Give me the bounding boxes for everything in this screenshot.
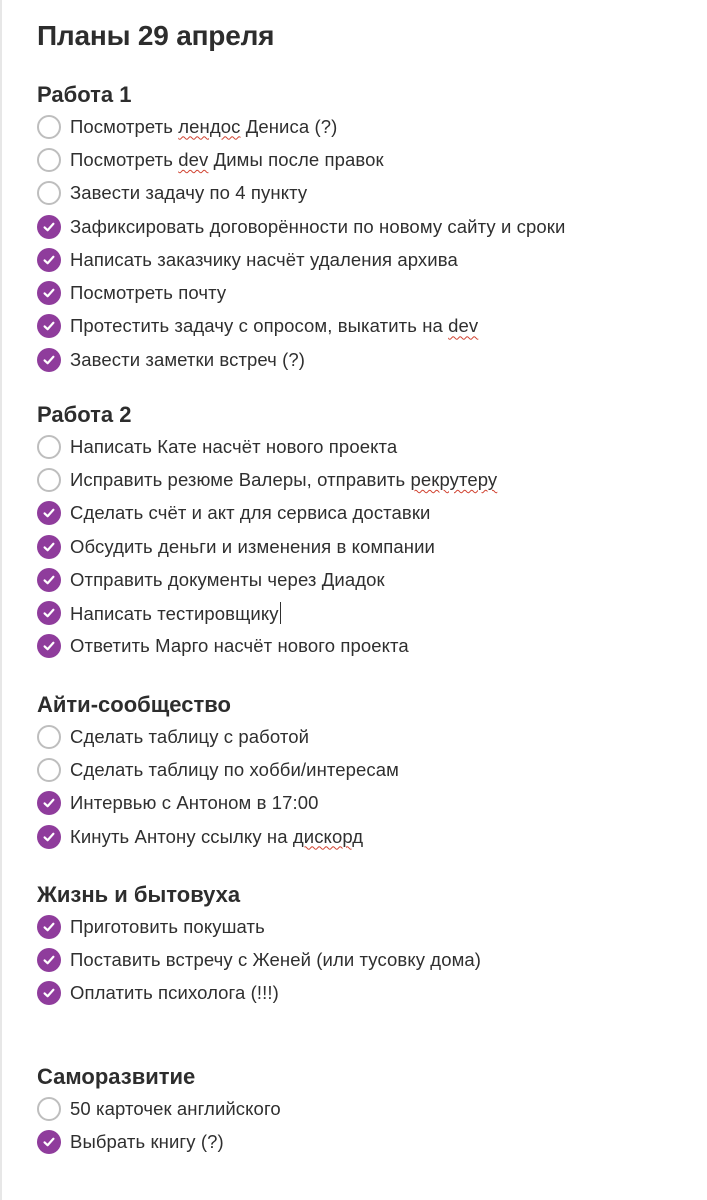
task-text: Поставить встречу с Женей (или тусовку дома) [70,948,482,970]
task-label[interactable] [70,116,337,138]
checkmark-icon[interactable] [37,348,61,372]
task-item [37,787,697,820]
task-text: Ответить Марго насчёт нового проекта [70,635,409,657]
task-item [37,210,697,243]
task-text: Сделать таблицу по хобби/интересам [70,758,399,780]
checkmark-icon[interactable] [37,281,61,305]
checkmark-icon[interactable] [37,215,61,239]
task-label[interactable] [70,182,307,204]
task-item [37,530,697,563]
task-label[interactable] [70,569,385,591]
task-list [37,1092,697,1159]
task-text: Интервью с Антоном в 17:00 [70,792,319,814]
task-text: Отправить документы через Диадок [70,568,385,590]
checkmark-icon[interactable] [37,791,61,815]
spellcheck-flagged-word: дискорд [292,825,364,847]
checkmark-icon[interactable] [37,1130,61,1154]
section-rabota-1 [37,80,697,376]
checkmark-icon[interactable] [37,314,61,338]
task-label[interactable] [70,826,363,848]
task-item [37,977,697,1010]
task-text: Написать тестировщику [70,602,279,624]
task-item [37,753,697,786]
task-text: Выбрать книгу (?) [70,1130,224,1152]
spellcheck-flagged-word: рекрутеру [410,468,498,490]
checkmark-icon[interactable] [37,568,61,592]
task-text: 50 карточек английского [70,1097,281,1119]
task-text: Кинуть Антону ссылку на [70,825,293,847]
checkmark-icon[interactable] [37,981,61,1005]
spellcheck-flagged-word: лендос [178,115,241,137]
editor-left-border [0,0,2,1200]
task-label[interactable] [70,635,409,657]
task-item [37,943,697,976]
task-label[interactable] [70,536,435,558]
task-item [37,430,697,463]
task-label[interactable] [70,1131,224,1153]
empty-circle-icon[interactable] [37,468,61,492]
task-item [37,1092,697,1125]
empty-circle-icon[interactable] [37,758,61,782]
task-item [37,630,697,663]
task-label[interactable] [70,315,478,337]
section-it-soobshchestvo [37,690,697,853]
checkmark-icon[interactable] [37,501,61,525]
task-item [37,310,697,343]
task-item [37,596,697,629]
task-label[interactable] [70,349,305,371]
task-text: Зафиксировать договорённости по новому сайту и сроки [70,215,566,237]
empty-circle-icon[interactable] [37,148,61,172]
checkmark-icon[interactable] [37,825,61,849]
task-text: Завести заметки встреч (?) [70,348,306,370]
task-label[interactable] [70,149,384,171]
task-label[interactable] [70,469,497,491]
task-label[interactable] [70,282,226,304]
task-label[interactable] [70,602,281,625]
page-title[interactable]: Планы 29 апреля [37,20,275,51]
section-title[interactable]: Работа 2 [37,402,132,427]
task-list [37,910,697,1010]
empty-circle-icon[interactable] [37,181,61,205]
task-text: Сделать счёт и акт для сервиса доставки [70,502,431,524]
checkmark-icon[interactable] [37,915,61,939]
task-item [37,463,697,496]
section-rabota-2 [37,400,697,663]
task-item [37,1125,697,1158]
section-samorazvitie [37,1062,697,1159]
text-cursor [280,602,281,624]
task-item [37,143,697,176]
checkmark-icon[interactable] [37,535,61,559]
task-label[interactable] [70,249,458,271]
task-text: Приготовить покушать [70,915,265,937]
task-text: Завести задачу по 4 пункту [70,182,308,204]
section-title[interactable]: Саморазвитие [37,1064,196,1089]
empty-circle-icon[interactable] [37,725,61,749]
checkmark-icon[interactable] [37,248,61,272]
task-text: Димы после правок [208,148,384,170]
task-label[interactable] [70,916,265,938]
task-text: Написать Кате насчёт нового проекта [70,435,398,457]
task-text: Посмотреть [70,148,179,170]
empty-circle-icon[interactable] [37,435,61,459]
task-item [37,563,697,596]
task-item [37,243,697,276]
task-item [37,276,697,309]
task-list [37,430,697,663]
task-label[interactable] [70,1098,281,1120]
task-label[interactable] [70,759,399,781]
task-label[interactable] [70,726,309,748]
task-text: Сделать таблицу с работой [70,725,310,747]
task-label[interactable] [70,949,481,971]
task-list [37,720,697,853]
empty-circle-icon[interactable] [37,1097,61,1121]
checkmark-icon[interactable] [37,634,61,658]
task-label[interactable] [70,502,430,524]
spellcheck-flagged-word: dev [178,148,209,170]
task-text: Исправить резюме Валеры, отправить [70,468,411,490]
task-label[interactable] [70,982,279,1004]
checkmark-icon[interactable] [37,948,61,972]
task-label[interactable] [70,216,565,238]
section-zhizn-i-bytovukha [37,880,697,1010]
task-text: Написать заказчику насчёт удаления архива [70,248,458,270]
task-item [37,343,697,376]
task-text: Посмотреть [70,115,179,137]
checkmark-icon[interactable] [37,601,61,625]
task-text: Посмотреть почту [70,282,227,304]
task-label[interactable] [70,436,397,458]
task-list [37,110,697,376]
task-item [37,820,697,853]
task-text: Оплатить психолога (!!!) [70,982,279,1004]
task-text: Обсудить деньги и изменения в компании [70,535,435,557]
section-title[interactable]: Жизнь и бытовуха [37,882,241,907]
task-item [37,177,697,210]
task-item [37,497,697,530]
spellcheck-flagged-word: dev [448,315,479,337]
section-title[interactable]: Айти-сообщество [37,692,231,717]
task-item [37,910,697,943]
task-item [37,720,697,753]
empty-circle-icon[interactable] [37,115,61,139]
task-label[interactable] [70,792,319,814]
task-text: Дениса (?) [240,115,338,137]
task-text: Протестить задачу с опросом, выкатить на [70,315,449,337]
section-title[interactable]: Работа 1 [37,82,132,107]
task-item [37,110,697,143]
